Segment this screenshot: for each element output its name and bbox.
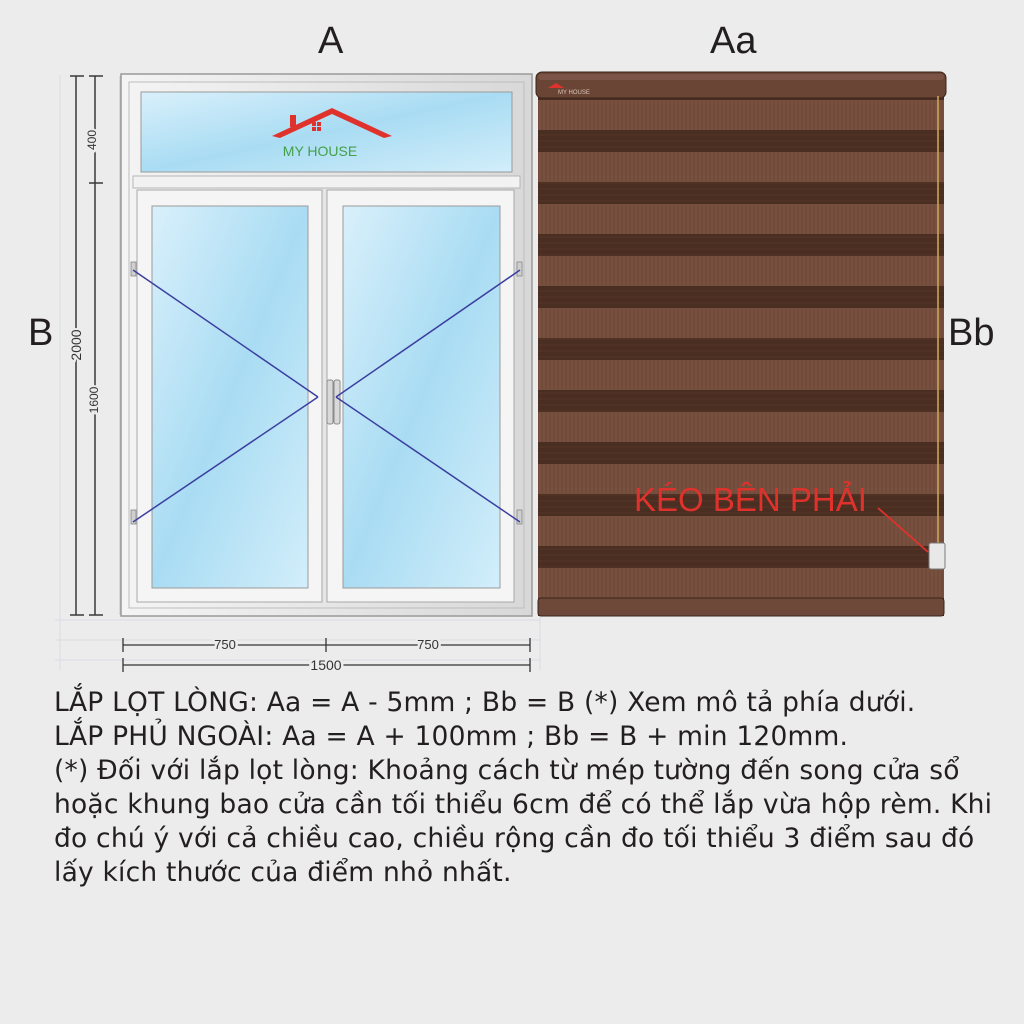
- blind-fabric-stripe: [538, 152, 944, 182]
- blind-sheer-stripe: [538, 286, 944, 308]
- label-bb: Bb: [948, 312, 995, 354]
- blind-fabric-stripe: [538, 204, 944, 234]
- description-line-inside-mount: LẮP LỌT LÒNG: Aa = A - 5mm ; Bb = B (*) Xem mô tả phía dưới.: [54, 687, 916, 718]
- right-glass: [343, 206, 500, 588]
- blind-sheer-stripe: [538, 546, 944, 568]
- dim-door-height: 1600: [87, 386, 101, 414]
- blind-sheer-stripe: [538, 130, 944, 152]
- blind-fabric-stripe: [538, 568, 944, 598]
- blind-sheer-stripe: [538, 182, 944, 204]
- blind-fabric-stripe: [538, 360, 944, 390]
- dim-right-half: 750: [417, 637, 439, 652]
- dim-left-half: 750: [214, 637, 236, 652]
- blind-fabric-stripe: [538, 100, 944, 130]
- blind-sheer-stripe: [538, 442, 944, 464]
- dim-top-panel: 400: [85, 129, 99, 151]
- blind-sheer-stripe: [538, 390, 944, 412]
- blind-sheer-stripe: [538, 234, 944, 256]
- label-aa: Aa: [710, 20, 757, 62]
- blind-fabric-stripe: [538, 412, 944, 442]
- blind-fabric-stripe: [538, 308, 944, 338]
- transom-glass: [141, 92, 512, 172]
- zebra-blind: [536, 72, 946, 616]
- description: [54, 686, 994, 890]
- logo-text: MY HOUSE: [282, 143, 358, 159]
- left-glass: [152, 206, 308, 588]
- bottom-rail: [538, 598, 944, 616]
- dim-total-width: 1500: [310, 657, 342, 673]
- description-line-outside-mount: LẮP PHỦ NGOÀI: Aa = A + 100mm ; Bb = B + min 120mm.: [54, 721, 849, 752]
- blind-fabric-stripe: [538, 256, 944, 286]
- cord-weight: [929, 543, 945, 569]
- blind-stripes: [538, 100, 944, 598]
- label-a: A: [318, 20, 344, 62]
- dim-total-height: 2000: [68, 329, 84, 361]
- blind-sheer-stripe: [538, 338, 944, 360]
- description-line-note: (*) Đối với lắp lọt lòng: Khoảng cách từ mép tường đến song cửa sổ hoặc khung bao cửa cần tối thiểu 6cm để có thể lắp vừa hộp rèm. Khi đo chú ý với cả chiều cao, chiều rộng cần đo tối thiểu 3 điểm sau đó lấy kích thước của điểm nhỏ nhất.: [54, 755, 993, 888]
- left-handle: [327, 380, 333, 424]
- pull-note: KÉO BÊN PHẢI: [634, 481, 867, 518]
- blind-fabric-stripe: [538, 516, 944, 546]
- blind-logo-text: MY HOUSE: [558, 90, 590, 96]
- right-handle: [334, 380, 340, 424]
- label-b: B: [28, 312, 54, 354]
